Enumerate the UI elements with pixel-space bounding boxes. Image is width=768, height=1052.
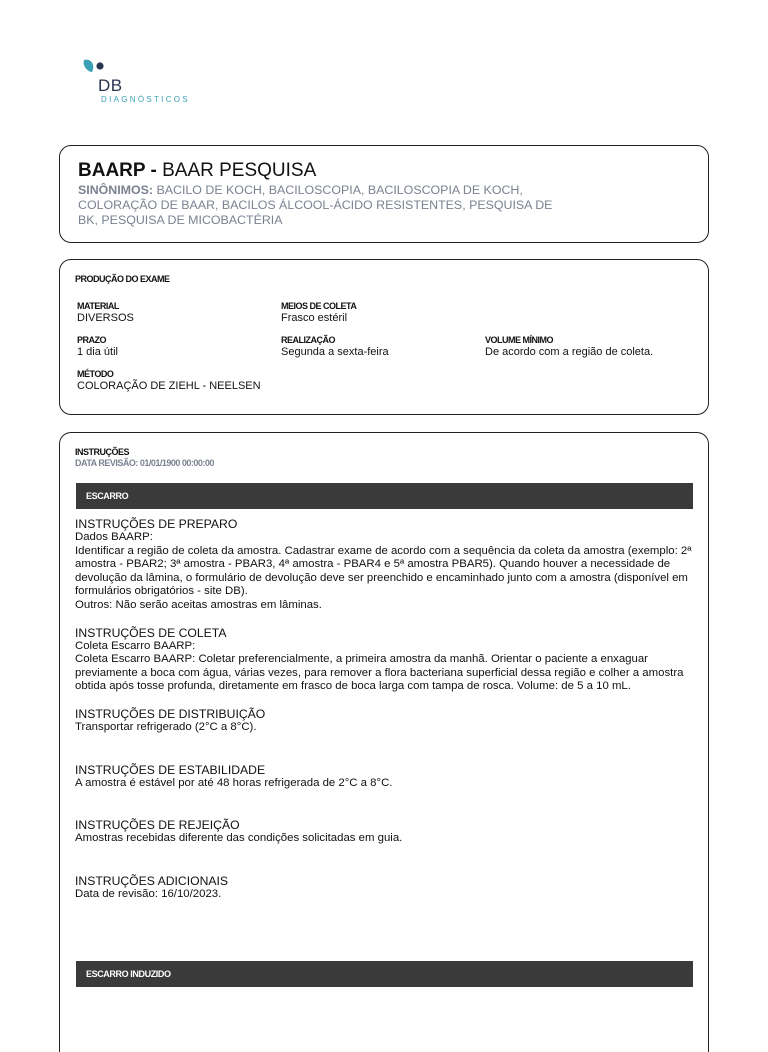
revision-date: DATA REVISÃO: 01/01/1900 00:00:00	[75, 458, 214, 468]
instructions-body	[75, 517, 695, 901]
synonyms-label: SINÔNIMOS:	[78, 183, 154, 197]
section-bar-label: ESCARRO INDUZIDO	[86, 969, 171, 979]
distribution-section	[75, 707, 695, 735]
exam-title-card	[59, 145, 709, 243]
logo-drop-icon	[82, 58, 106, 78]
instructions-card	[59, 432, 709, 1052]
schedule-label: REALIZAÇÃO	[281, 335, 335, 345]
section-bar-escarro-induzido	[76, 961, 693, 987]
distribution-title: INSTRUÇÕES DE DISTRIBUIÇÃO	[75, 706, 266, 721]
rejection-section	[75, 818, 695, 846]
method-label: MÉTODO	[77, 369, 114, 379]
synonyms-text: BACILO DE KOCH, BACILOSCOPIA, BACILOSCOPIA DE KOCH, COLORAÇÃO DE BAAR, BACILOS ÁLCOOL-ÁCIDO RESISTENTES, PESQUISA DE BK, PESQUISA DE MICOBACTÉRIA	[78, 183, 553, 227]
additional-section	[75, 874, 695, 902]
production-card	[59, 259, 709, 415]
stability-text: A amostra é estável por até 48 horas refrigerada de 2°C a 8°C.	[75, 776, 393, 789]
deadline-value: 1 dia útil	[77, 346, 118, 358]
logo-subtitle: DIAGNÓSTICOS	[101, 95, 190, 104]
collection-text: Coleta Escarro BAARP: Coleta Escarro BAARP: Coletar preferencialmente, a primeira amostra da manhã. Orientar o paciente a enxaguar previamente a boca com água, várias vezes, para remover a flora bacteriana superficial dessa região e colher a amostra obtida após tosse profunda, diretamente em frasco de boca larga com tampa de rosca. Volume: de 5 a 10 mL.	[75, 639, 684, 693]
distribution-text: Transportar refrigerado (2°C a 8°C).	[75, 720, 257, 733]
collection-title: INSTRUÇÕES DE COLETA	[75, 625, 227, 640]
schedule-value: Segunda a sexta-feira	[281, 346, 389, 358]
volume-label: VOLUME MÍNIMO	[485, 335, 553, 345]
additional-title: INSTRUÇÕES ADICIONAIS	[75, 873, 229, 888]
collection-label: MEIOS DE COLETA	[281, 301, 357, 311]
production-heading: PRODUÇÃO DO EXAME	[75, 274, 170, 284]
section-bar-label: ESCARRO	[86, 491, 129, 501]
instructions-heading: INSTRUÇÕES	[75, 447, 130, 457]
prep-title: INSTRUÇÕES DE PREPARO	[75, 517, 238, 531]
exam-synonyms	[78, 183, 558, 228]
rejection-title: INSTRUÇÕES DE REJEIÇÃO	[75, 818, 240, 833]
section-bar-escarro	[76, 483, 693, 509]
prep-section	[75, 517, 695, 613]
collection-section	[75, 626, 695, 694]
stability-section	[75, 763, 695, 791]
exam-code: BAARP -	[78, 160, 163, 181]
exam-name: BAAR PESQUISA	[162, 160, 317, 181]
material-label: MATERIAL	[77, 301, 119, 311]
exam-title	[78, 160, 316, 182]
collection-value: Frasco estéril	[281, 312, 348, 324]
db-logo	[82, 58, 212, 108]
stability-title: INSTRUÇÕES DE ESTABILIDADE	[75, 762, 266, 777]
deadline-label: PRAZO	[77, 335, 106, 345]
material-value: DIVERSOS	[77, 312, 134, 324]
rejection-text: Amostras recebidas diferente das condições solicitadas em guia.	[75, 832, 403, 845]
prep-text: Dados BAARP: Identificar a região de coleta da amostra. Cadastrar exame de acordo com a sequência da coleta da amostra (exemplo: 2ª amostra - PBAR2; 3ª amostra - PBAR3, 4ª amostra - PBAR4 e 5ª amostra PBAR5). Quando houver a necessidade de devolução da lâmina, o formulário de devolução deve ser preenchido e encaminhado junto com a amostra (disponível em formulários obrigatórios - site DB). Outros: Não serão aceitas amostras em lâminas.	[75, 531, 692, 611]
logo-brand: DB	[98, 76, 123, 95]
method-value: COLORAÇÃO DE ZIEHL - NEELSEN	[77, 380, 261, 392]
additional-text: Data de revisão: 16/10/2023.	[75, 887, 222, 900]
volume-value: De acordo com a região de coleta.	[485, 346, 654, 358]
